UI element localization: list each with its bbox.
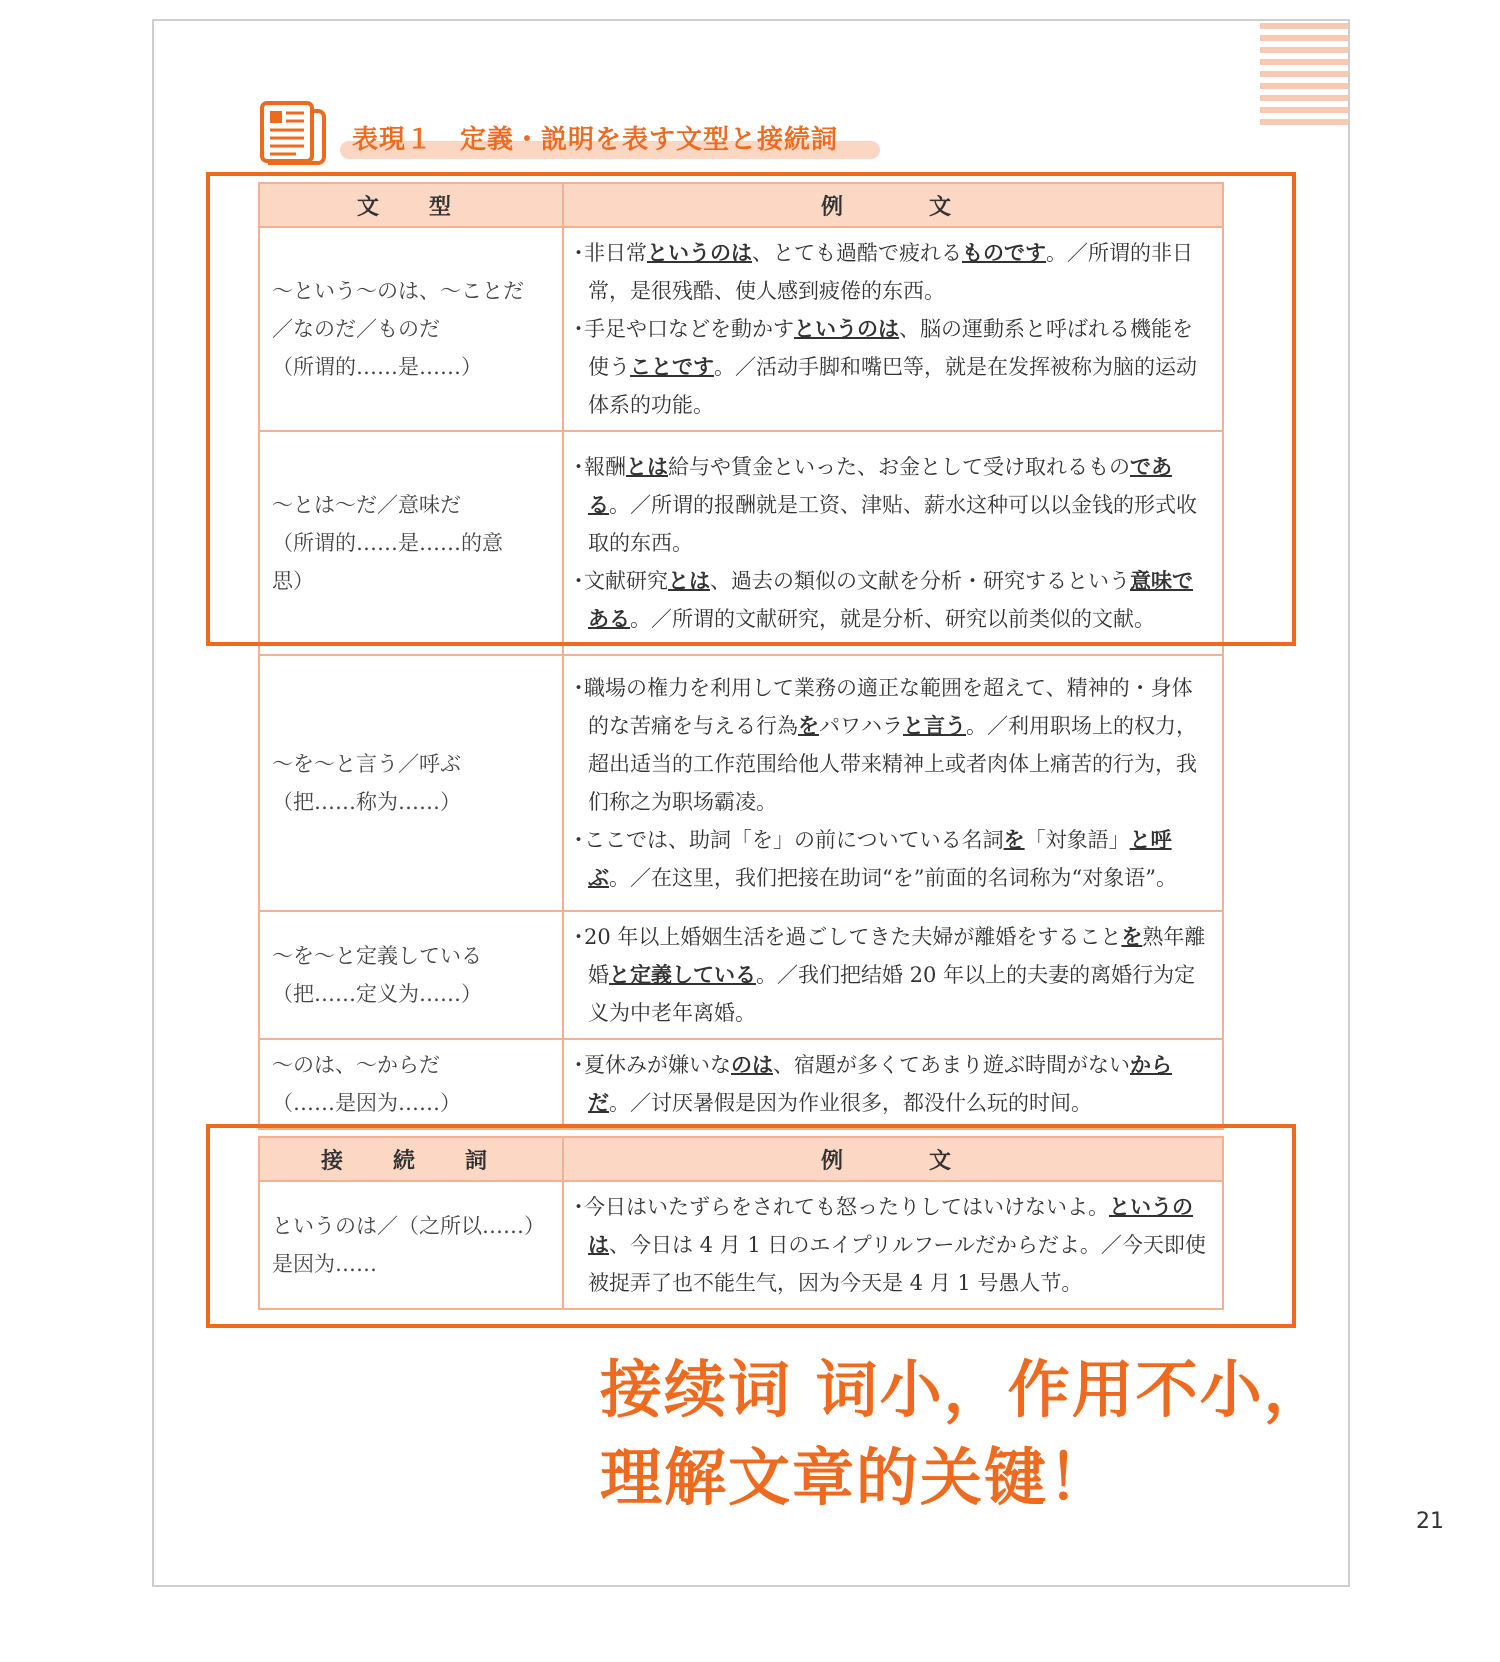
pattern-line: 〜という〜のは、〜ことだ [272, 279, 524, 303]
example-sentence [584, 669, 1212, 821]
sentence-text: 、今日は 4 月 1 日のエイプリルフールだからだよ。／今天即使被捉弄了也不能生气，因为今天是 4 月 1 号愚人节。 [588, 1233, 1206, 1295]
key-expression: 意味である [588, 568, 1193, 631]
highlight-frame-top [206, 172, 1296, 646]
pattern-line: （……是因为……） [272, 1091, 461, 1115]
section-heading [258, 97, 908, 177]
pattern-line: （所谓的……是……） [272, 355, 482, 379]
example-cell [563, 655, 1223, 911]
pattern-cell [259, 1039, 563, 1129]
key-expression: ことです [630, 354, 714, 379]
key-expression: というのは [794, 316, 899, 341]
highlight-frame-bottom [206, 1124, 1296, 1328]
key-expression: を [1121, 924, 1143, 949]
sentence-text: 20 年以上婚姻生活を過ごしてきた夫婦が離婚をすること [584, 925, 1122, 949]
sentence-text: ここでは、助詞「を」の前についている名詞 [584, 828, 1004, 852]
header-example: 例 文 [563, 1137, 1223, 1181]
header-pattern: 文 型 [259, 183, 563, 227]
key-expression: とは [626, 454, 668, 479]
sentence-text: 。／利用职场上的权力，超出适当的工作范围给他人带来精神上或者肉体上痛苦的行为，我们称之为职场霸凌。 [588, 714, 1197, 814]
pattern-cell [259, 655, 563, 911]
pattern-cell [259, 911, 563, 1039]
key-expression: のは [731, 1052, 773, 1077]
example-sentence [584, 918, 1212, 1032]
sentence-text: 。／所谓的文献研究，就是分析、研究以前类似的文献。 [630, 607, 1155, 631]
sentence-text: 熟年離婚 [588, 925, 1206, 987]
sentence-text: 。／在这里，我们把接在助词“を”前面的名词称为“对象语”。 [609, 866, 1177, 890]
sentence-text: パワハラ [819, 714, 903, 738]
pattern-line: 思） [272, 569, 314, 593]
sentence-text: 。／所谓的报酬就是工资、津贴、薪水这种可以以金钱的形式收取的东西。 [588, 493, 1197, 555]
pattern-line: というのは／（之所以……） [272, 1214, 545, 1238]
example-sentence [584, 821, 1212, 897]
pattern-line: ／なのだ／ものだ [272, 317, 440, 341]
pattern-line: （把……称为……） [272, 790, 461, 814]
table-row [259, 911, 1223, 1039]
key-expression: とは [668, 568, 710, 593]
key-expression: ものです [962, 240, 1046, 265]
header-conjunction: 接 続 詞 [259, 1137, 563, 1181]
pattern-line: 〜のは、〜からだ [272, 1053, 440, 1077]
sentence-text: 。／活动手脚和嘴巴等，就是在发挥被称为脑的运动体系的功能。 [588, 355, 1197, 417]
key-expression: と呼ぶ [588, 827, 1172, 890]
sentence-text: 職場の権力を利用して業務の適正な範囲を超えて、精神的・身体的な苦痛を与える行為 [584, 676, 1193, 738]
sentence-text: 手足や口などを動かす [584, 317, 794, 341]
example-cell [563, 1039, 1223, 1129]
decorative-stripes [1260, 23, 1348, 135]
sentence-text: 文献研究 [584, 569, 668, 593]
pattern-line: 〜を〜と言う／呼ぶ [272, 752, 461, 776]
header-example: 例 文 [563, 183, 1223, 227]
example-cell [563, 911, 1223, 1039]
table-row [259, 655, 1223, 911]
key-expression: からだ [588, 1052, 1172, 1115]
section-title: 表現１ 定義・説明を表す文型と接続詞 [352, 125, 839, 155]
sentence-text: 夏休みが嫌いな [584, 1053, 731, 1077]
page-number: 21 [1416, 1509, 1444, 1534]
key-expression: と言う [903, 713, 966, 738]
sentence-text: 、とても過酷で疲れる [752, 241, 962, 265]
pattern-line: 是因为…… [272, 1252, 377, 1276]
pattern-line: 〜とは〜だ／意味だ [272, 493, 461, 517]
sentence-text: 今日はいたずらをされても怒ったりしてはいけないよ。 [584, 1195, 1109, 1219]
sentence-text: 、宿題が多くてあまり遊ぶ時間がない [773, 1053, 1130, 1077]
key-expression: を [798, 713, 819, 738]
sentence-text: 「対象語」 [1024, 828, 1130, 852]
example-sentence [584, 1046, 1212, 1122]
sentence-text: 、脳の運動系と呼ばれる機能を使う [588, 317, 1193, 379]
pattern-line: （把……定义为……） [272, 982, 482, 1006]
sentence-text: 。／我们把结婚 20 年以上的夫妻的离婚行为定义为中老年离婚。 [588, 963, 1196, 1025]
key-expression: というのは [588, 1194, 1193, 1257]
table-row [259, 1039, 1223, 1129]
slogan-line-1: 接续词 词小，作用不小， [600, 1353, 1328, 1426]
pattern-line: 〜を〜と定義している [272, 944, 482, 968]
sentence-text: 。／所谓的非日常，是很残酷、使人感到疲倦的东西。 [588, 241, 1193, 303]
key-expression: である [588, 454, 1172, 517]
sentence-text: 、過去の類似の文献を分析・研究するという [710, 569, 1130, 593]
sentence-text: 報酬 [584, 455, 626, 479]
sentence-text: 給与や賃金といった、お金として受け取れるもの [668, 455, 1130, 479]
slogan-line-2: 理解文章的关键！ [600, 1441, 1113, 1514]
sentence-text: 。／讨厌暑假是因为作业很多，都没什么玩的时间。 [609, 1091, 1092, 1115]
document-icon [258, 97, 330, 165]
sentence-text: 非日常 [584, 241, 647, 265]
key-expression: と定義している [609, 962, 756, 987]
key-expression: というのは [647, 240, 752, 265]
key-expression: を [1003, 827, 1025, 852]
pattern-line: （所谓的……是……的意 [272, 531, 503, 555]
